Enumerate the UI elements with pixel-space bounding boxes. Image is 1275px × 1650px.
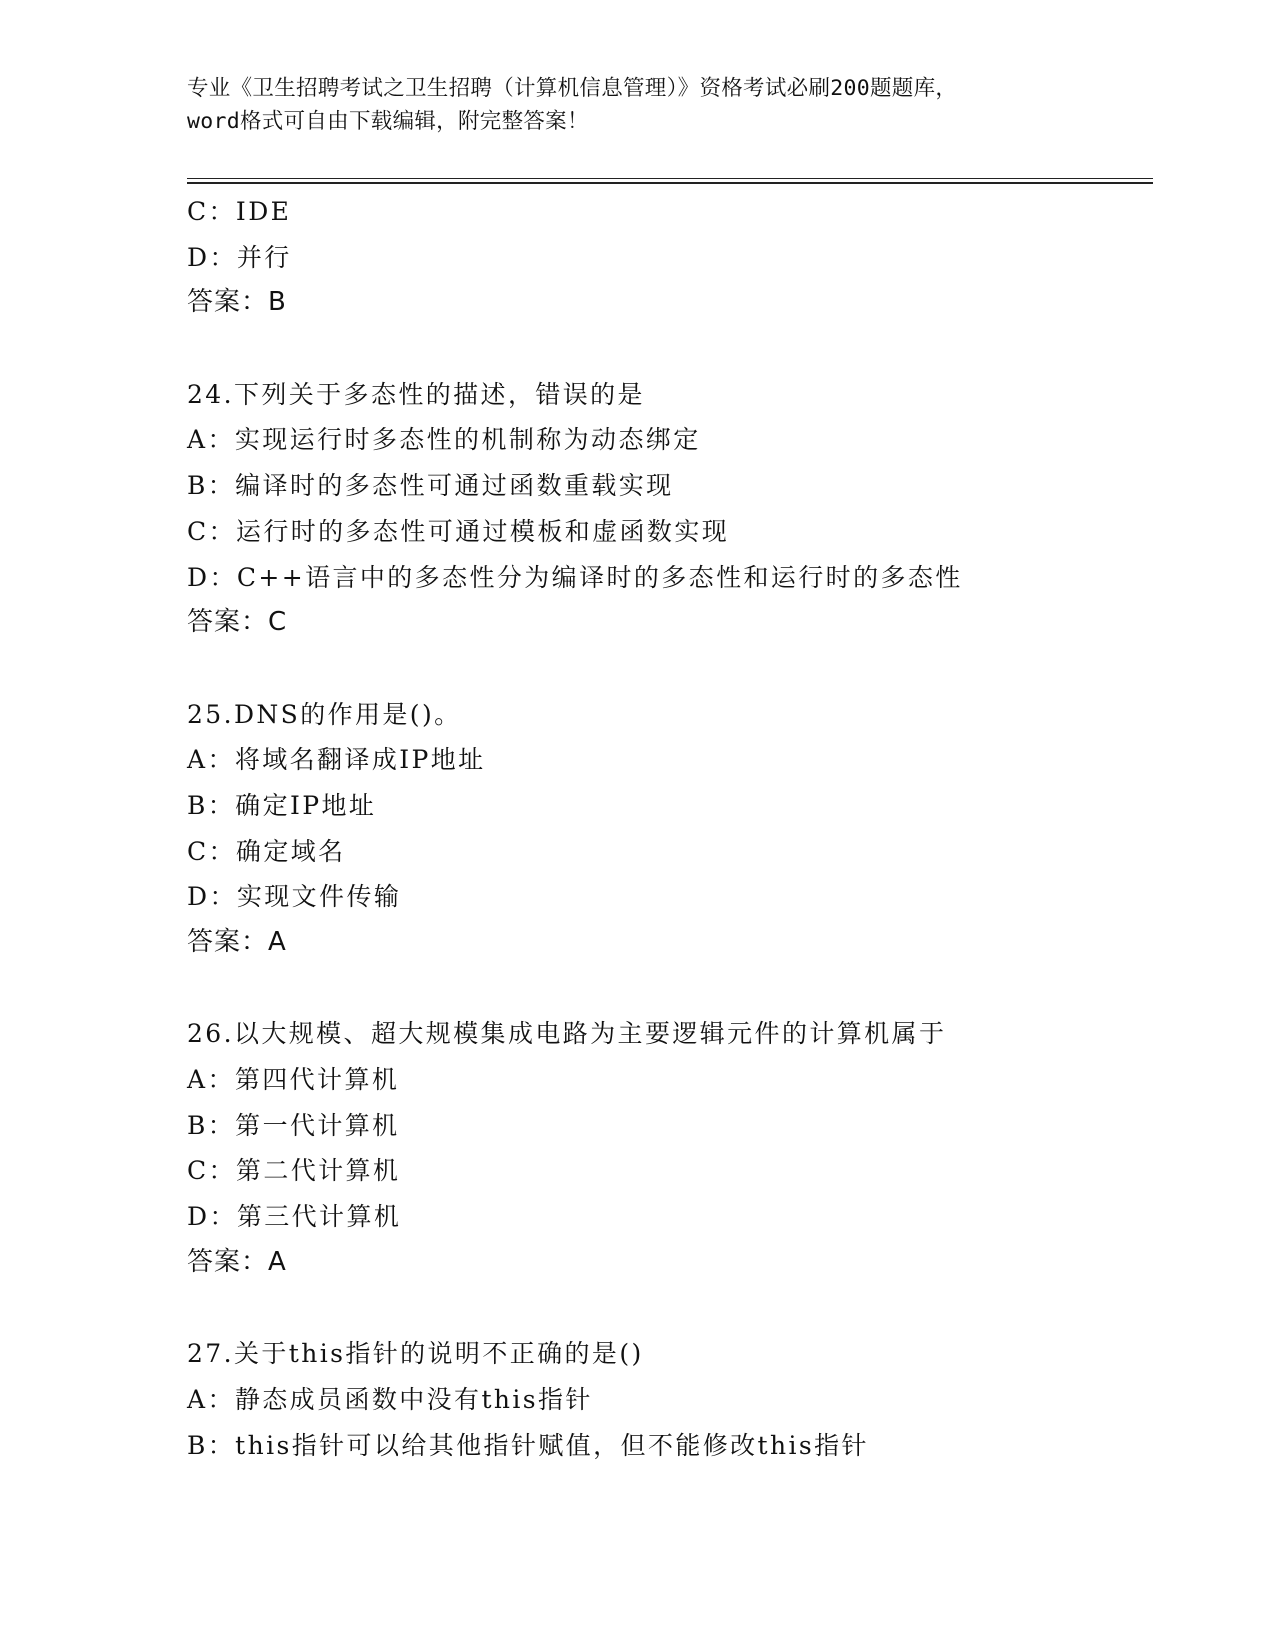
question-stem: 25.DNS的作用是()。 bbox=[187, 699, 462, 729]
question-list bbox=[187, 189, 1167, 1468]
answer-line: 答案：C bbox=[187, 607, 288, 638]
spacer bbox=[187, 966, 1167, 1012]
option-d: D：C++语言中的多态性分为编译时的多态性和运行时的多态性 bbox=[187, 562, 963, 592]
answer-line: 答案：B bbox=[187, 287, 287, 318]
header-divider-thick bbox=[187, 182, 1153, 184]
question-25 bbox=[187, 692, 1167, 966]
question-27 bbox=[187, 1331, 1167, 1468]
option-a: A：静态成员函数中没有this指针 bbox=[187, 1384, 593, 1414]
document-header bbox=[187, 72, 1087, 138]
spacer bbox=[187, 1286, 1167, 1332]
option-c: C：确定域名 bbox=[187, 836, 346, 866]
option-a: A：实现运行时多态性的机制称为动态绑定 bbox=[187, 425, 701, 455]
option-d: D：并行 bbox=[187, 242, 292, 272]
answer-line: 答案：A bbox=[187, 1246, 287, 1277]
header-title-line: 专业《卫生招聘考试之卫生招聘（计算机信息管理）》资格考试必刷200题题库， bbox=[187, 76, 958, 101]
option-c: C：运行时的多态性可通过模板和虚函数实现 bbox=[187, 516, 730, 546]
question-24 bbox=[187, 372, 1167, 646]
option-c: C：第二代计算机 bbox=[187, 1156, 401, 1186]
option-a: A：第四代计算机 bbox=[187, 1065, 400, 1095]
option-d: D：第三代计算机 bbox=[187, 1202, 402, 1232]
option-b: B：编译时的多态性可通过函数重载实现 bbox=[187, 471, 674, 501]
option-b: B：this指针可以给其他指针赋值，但不能修改this指针 bbox=[187, 1430, 869, 1460]
option-c: C：IDE bbox=[187, 197, 292, 226]
option-b: B：确定IP地址 bbox=[187, 790, 377, 820]
option-a: A：将域名翻译成IP地址 bbox=[187, 745, 486, 775]
question-stem: 26.以大规模、超大规模集成电路为主要逻辑元件的计算机属于 bbox=[187, 1019, 947, 1049]
question-stem: 27.关于this指针的说明不正确的是() bbox=[187, 1339, 644, 1369]
option-d: D：实现文件传输 bbox=[187, 882, 402, 912]
question-26 bbox=[187, 1011, 1167, 1285]
header-divider-thin bbox=[187, 178, 1153, 179]
answer-line: 答案：A bbox=[187, 927, 287, 957]
option-b: B：第一代计算机 bbox=[187, 1110, 400, 1140]
spacer bbox=[187, 646, 1167, 692]
previous-question-tail bbox=[187, 189, 1167, 326]
spacer bbox=[187, 326, 1167, 372]
question-stem: 24.下列关于多态性的描述，错误的是 bbox=[187, 379, 645, 409]
header-subtitle-line: word格式可自由下载编辑，附完整答案！ bbox=[187, 109, 589, 134]
